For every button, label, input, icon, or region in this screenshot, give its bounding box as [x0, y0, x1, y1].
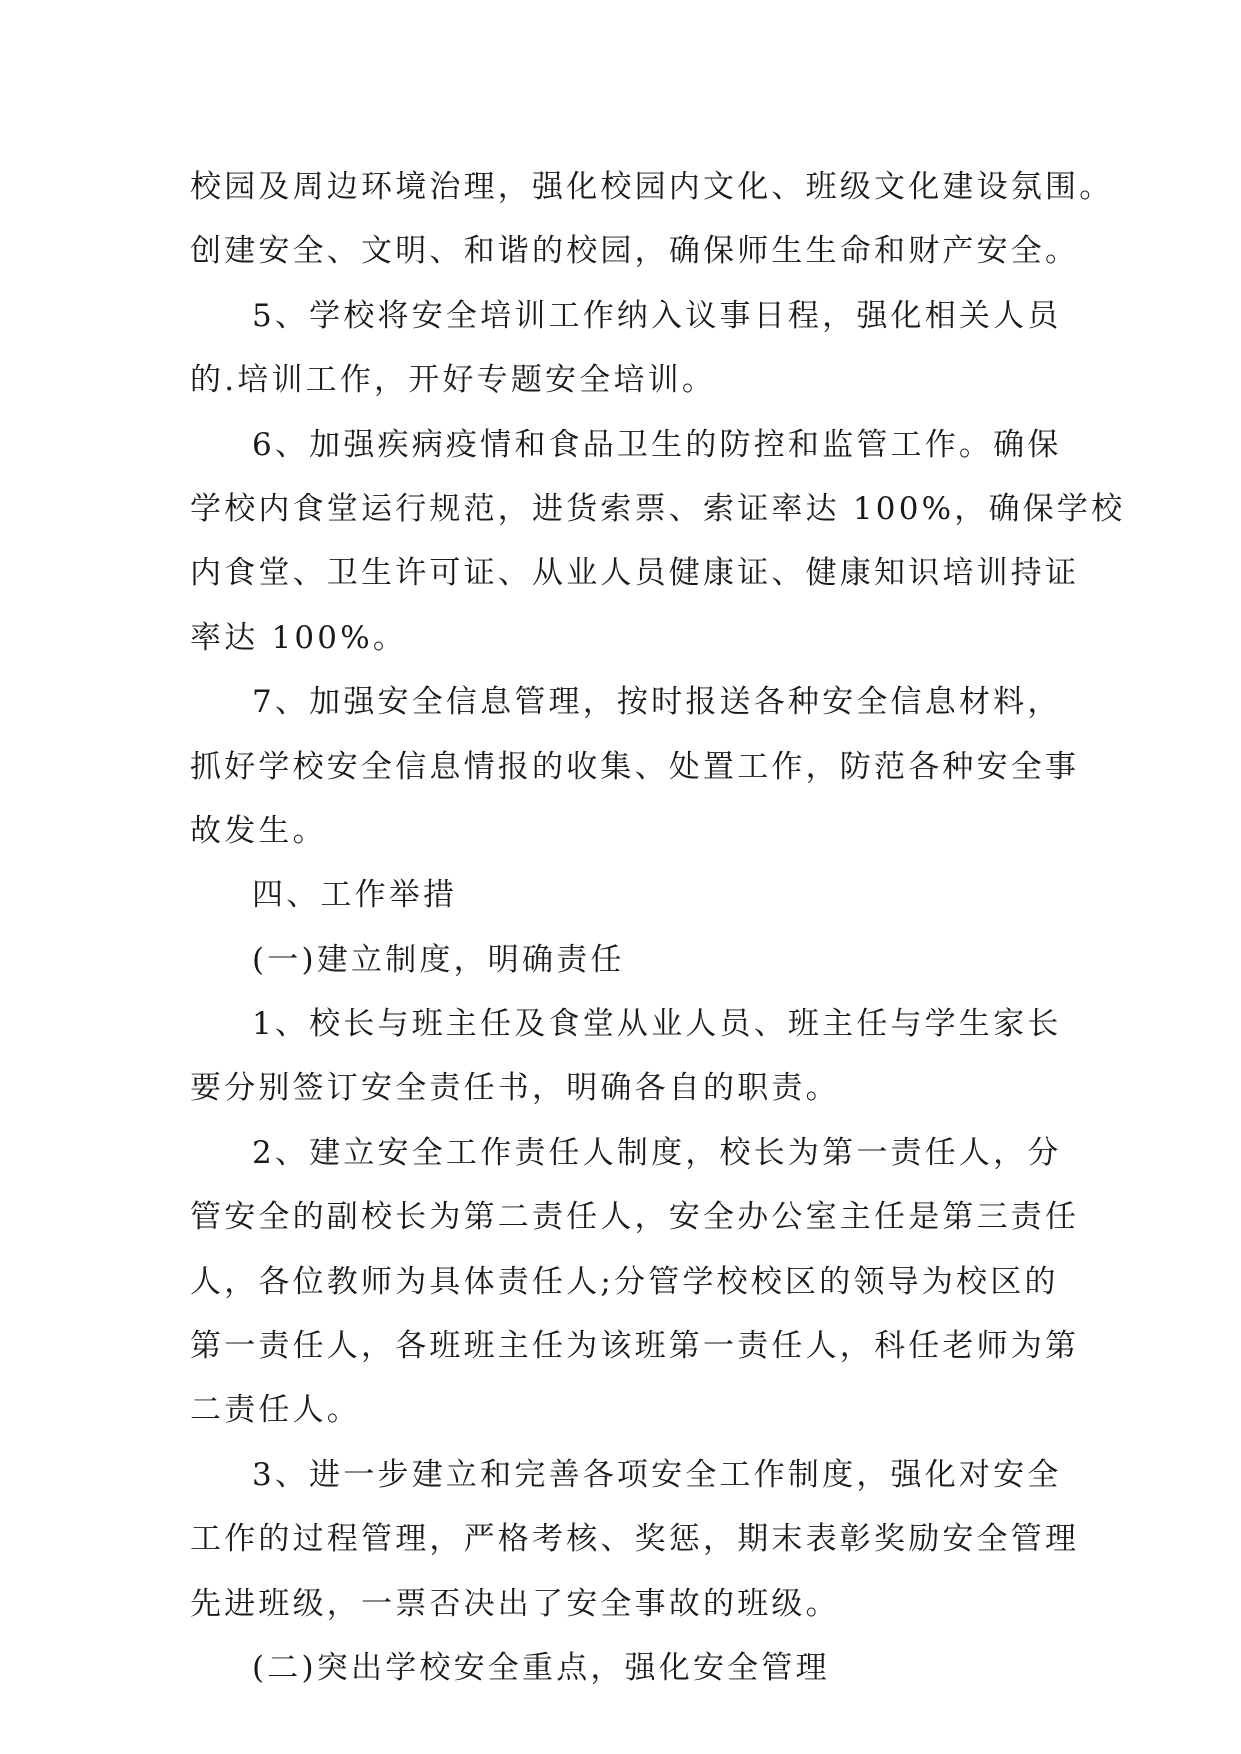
- paragraph-start-line: 7、加强安全信息管理，按时报送各种安全信息材料，: [252, 684, 1062, 721]
- subsection-heading: (二)突出学校安全重点，强化安全管理: [252, 1649, 830, 1686]
- section-heading: 四、工作举措: [252, 877, 458, 914]
- paragraph-start-line: 5、学校将安全培训工作纳入议事日程，强化相关人员: [252, 297, 1062, 334]
- text-line: 创建安全、文明、和谐的校园，确保师生生命和财产安全。: [190, 233, 1080, 270]
- paragraph-start-line: 6、加强疾病疫情和食品卫生的防控和监管工作。确保: [252, 426, 1062, 463]
- text-line: 二责任人。: [190, 1392, 361, 1429]
- text-line: 率达 100%。: [190, 619, 408, 656]
- text-line: 校园及周边环境治理，强化校园内文化、班级文化建设氛围。: [190, 169, 1114, 205]
- text-line: 抓好学校安全信息情报的收集、处置工作，防范各种安全事: [190, 748, 1080, 785]
- body-text: [190, 155, 1126, 1700]
- text-line: 要分别签订安全责任书，明确各自的职责。: [190, 1070, 840, 1107]
- subsection-heading: (一)建立制度，明确责任: [252, 941, 625, 978]
- paragraph-start-line: 1、校长与班主任及食堂从业人员、班主任与学生家长: [252, 1006, 1062, 1043]
- paragraph-start-line: 2、建立安全工作责任人制度，校长为第一责任人，分: [252, 1134, 1062, 1171]
- paragraph-start-line: 3、进一步建立和完善各项安全工作制度，强化对安全: [252, 1456, 1062, 1493]
- text-line: 故发生。: [190, 812, 327, 849]
- text-line: 第一责任人，各班班主任为该班第一责任人，科任老师为第: [190, 1328, 1080, 1365]
- text-line: 管安全的副校长为第二责任人，安全办公室主任是第三责任: [190, 1199, 1080, 1236]
- text-line: 先进班级，一票否决出了安全事故的班级。: [190, 1585, 840, 1622]
- text-line: 人，各位教师为具体责任人;分管学校校区的领导为校区的: [190, 1263, 1059, 1300]
- text-line: 学校内食堂运行规范，进货索票、索证率达 100%，确保学校: [190, 490, 1126, 527]
- text-line: 的.培训工作，开好专题安全培训。: [190, 362, 717, 399]
- text-line: 内食堂、卫生许可证、从业人员健康证、健康知识培训持证: [190, 555, 1080, 592]
- text-line: 工作的过程管理，严格考核、奖惩，期末表彰奖励安全管理: [190, 1521, 1080, 1558]
